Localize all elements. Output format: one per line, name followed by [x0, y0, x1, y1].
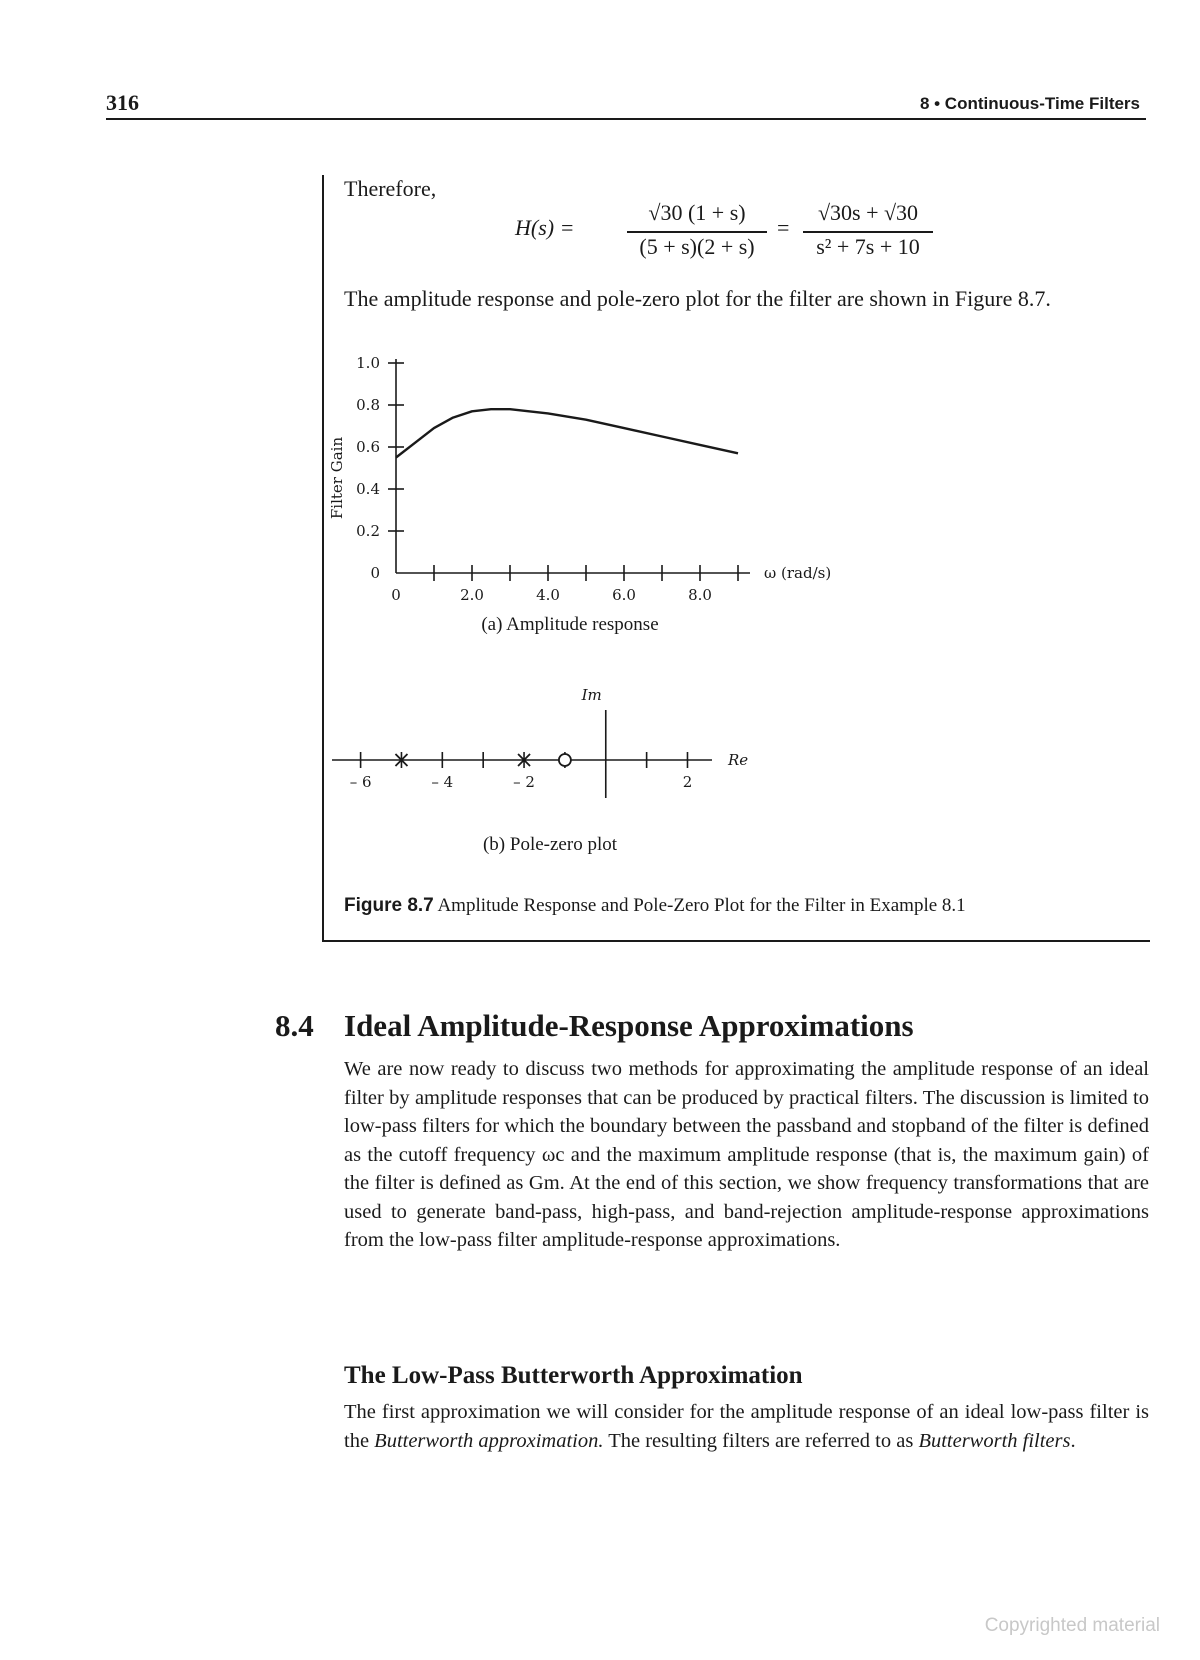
equation-denominator-1: (5 + s)(2 + s)	[639, 234, 755, 259]
watermark: Copyrighted material	[984, 1615, 1160, 1636]
butterworth-approximation-term: Butterworth approximation.	[374, 1429, 604, 1452]
therefore-text: Therefore,	[344, 176, 437, 201]
real-axis-tick-label: – 6	[349, 773, 372, 791]
y-axis-label: Filter Gain	[328, 436, 346, 520]
equation-lhs: H(s) =	[515, 215, 575, 240]
section-title: Ideal Amplitude-Response Approximations	[344, 1008, 914, 1043]
x-tick-label: 2.0	[460, 586, 484, 604]
zero-marker	[559, 754, 571, 766]
subsection-body-part-3: .	[1070, 1429, 1076, 1452]
figure-caption-text: Amplitude Response and Pole-Zero Plot for the Filter in Example 8.1	[437, 895, 966, 916]
imaginary-axis-label: Im	[581, 686, 602, 704]
y-tick-label: 0.4	[356, 480, 380, 498]
page-number: 316	[106, 90, 139, 115]
x-tick-label: 4.0	[536, 586, 560, 604]
subsection-title: The Low-Pass Butterworth Approximation	[344, 1362, 803, 1389]
section-number: 8.4	[275, 1008, 314, 1043]
x-tick-label: 8.0	[688, 586, 712, 604]
real-axis-tick-label: – 2	[513, 773, 535, 791]
running-head: 8 • Continuous-Time Filters	[919, 94, 1140, 113]
y-tick-label: 0.2	[356, 522, 380, 540]
fraction-bar-2	[803, 231, 933, 233]
chart-a-title: (a) Amplitude response	[481, 614, 659, 635]
section-body: We are now ready to discuss two methods for approximating the amplitude response of an ideal filter by amplitude responses that can be produced by practical filters. The discussion is limited to low-pass filters for which the boundary between the passband and stopband of the filter is defined as the cutoff frequency ωc and the maximum amplitude response (that is, the maximum gain) of the filter is defined as Gm. At the end of this section, we show frequency transformations that are used to generate band-pass, high-pass, and band-rejection amplitude-response approximations from the low-pass filter amplitude-response approximations.	[344, 1058, 1149, 1251]
x-axis-label: ω (rad/s)	[764, 564, 832, 582]
equation-numerator-1: √30 (1 + s)	[648, 200, 746, 225]
figure-intro-text: The amplitude response and pole-zero plot for the filter are shown in Figure 8.7.	[344, 286, 1051, 311]
real-axis-label: Re	[728, 751, 749, 769]
equation-numerator-2: √30s + √30	[817, 200, 919, 225]
amplitude-response-chart	[330, 355, 890, 675]
figure-caption	[344, 895, 966, 917]
header-rule	[106, 118, 1146, 120]
butterworth-filters-term: Butterworth filters	[918, 1429, 1071, 1452]
real-axis-tick-label: 2	[682, 773, 693, 791]
x-tick-label: 0	[391, 586, 401, 604]
figure-caption-label: Figure 8.7	[344, 895, 434, 916]
real-axis-tick-label: – 4	[431, 773, 454, 791]
subsection-body-part-1: The first approximation we will consider for the amplitude response of an ideal low-pass filter is the	[344, 1401, 1149, 1452]
y-tick-label: 0.6	[356, 438, 380, 456]
transfer-function-equation	[515, 198, 935, 268]
y-tick-label: 0	[370, 564, 380, 582]
subsection-body	[344, 1398, 1149, 1455]
x-tick-label: 6.0	[612, 586, 636, 604]
pole-zero-plot	[330, 686, 830, 860]
amplitude-curve	[396, 409, 738, 457]
fraction-bar-1	[627, 231, 767, 233]
chart-b-title: (b) Pole-zero plot	[482, 834, 618, 855]
y-tick-label: 0.8	[356, 396, 380, 414]
equation-equals: =	[777, 215, 790, 240]
subsection-body-part-2: The resulting filters are referred to as	[603, 1429, 919, 1452]
equation-denominator-2: s² + 7s + 10	[816, 234, 920, 259]
y-tick-label: 1.0	[356, 354, 380, 372]
